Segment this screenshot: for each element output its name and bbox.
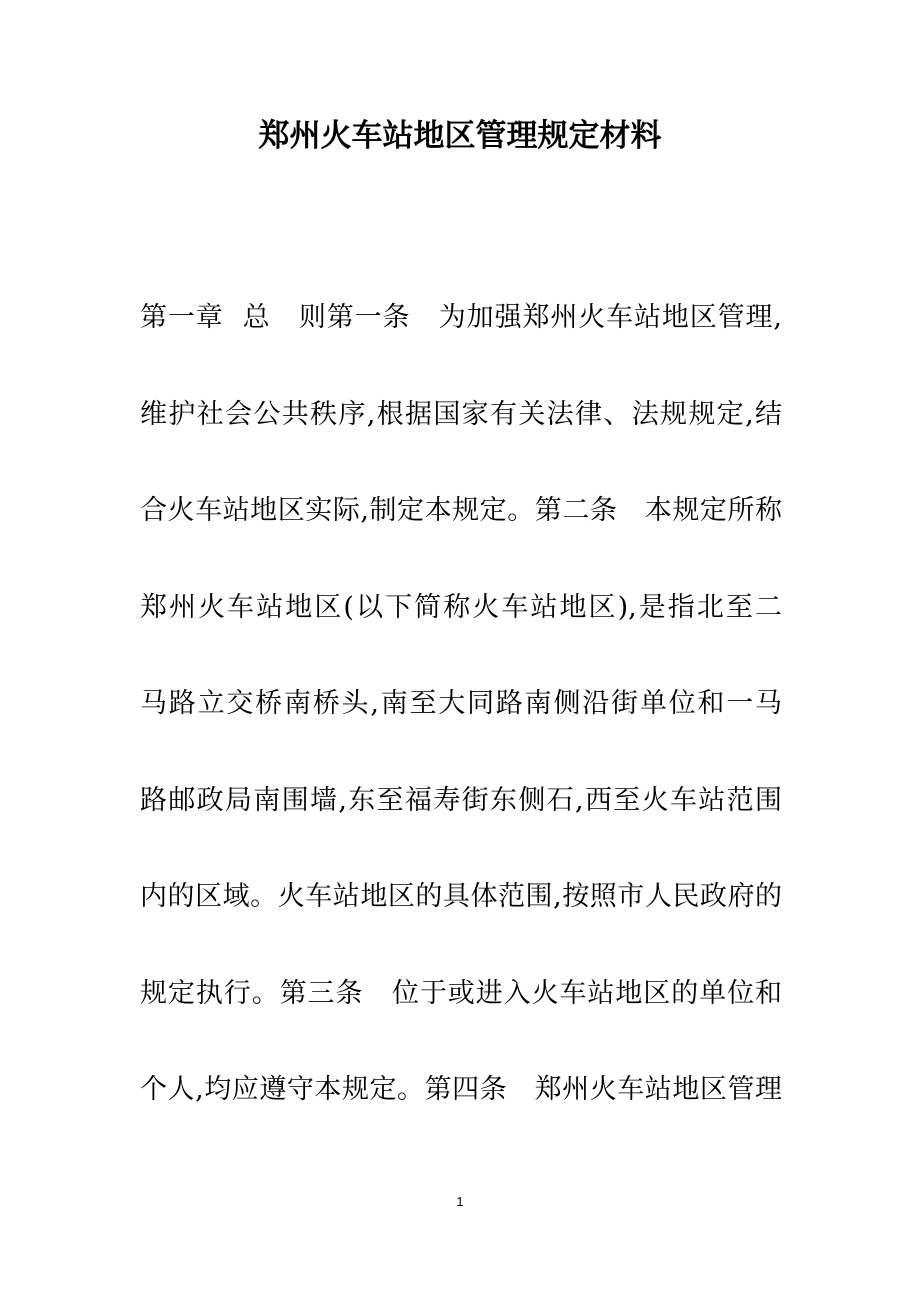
body-line: 维护社会公共秩序,根据国家有关法律、法规规定,结: [140, 398, 782, 430]
body-line: 马路立交桥南桥头,南至大同路南侧沿街单位和一马: [140, 688, 782, 719]
body-line: 合火车站地区实际,制定本规定。第二条 本规定所称: [140, 495, 782, 526]
body-line: 个人,均应遵守本规定。第四条 郑州火车站地区管理: [140, 1074, 782, 1105]
document-title: 郑州火车站地区管理规定材料: [258, 118, 662, 154]
body-line: 郑州火车站地区(以下简称火车站地区),是指北至二: [140, 591, 782, 623]
document-body: [140, 294, 782, 1163]
body-line: 内的区域。火车站地区的具体范围,按照市人民政府的: [140, 881, 782, 912]
body-line: 规定执行。第三条 位于或进入火车站地区的单位和: [140, 977, 782, 1009]
body-line: 第一章 总 则第一条 为加强郑州火车站地区管理,: [140, 302, 782, 333]
body-line: 路邮政局南围墙,东至福寿街东侧石,西至火车站范围: [140, 784, 782, 816]
page-number: 1: [456, 1194, 464, 1209]
